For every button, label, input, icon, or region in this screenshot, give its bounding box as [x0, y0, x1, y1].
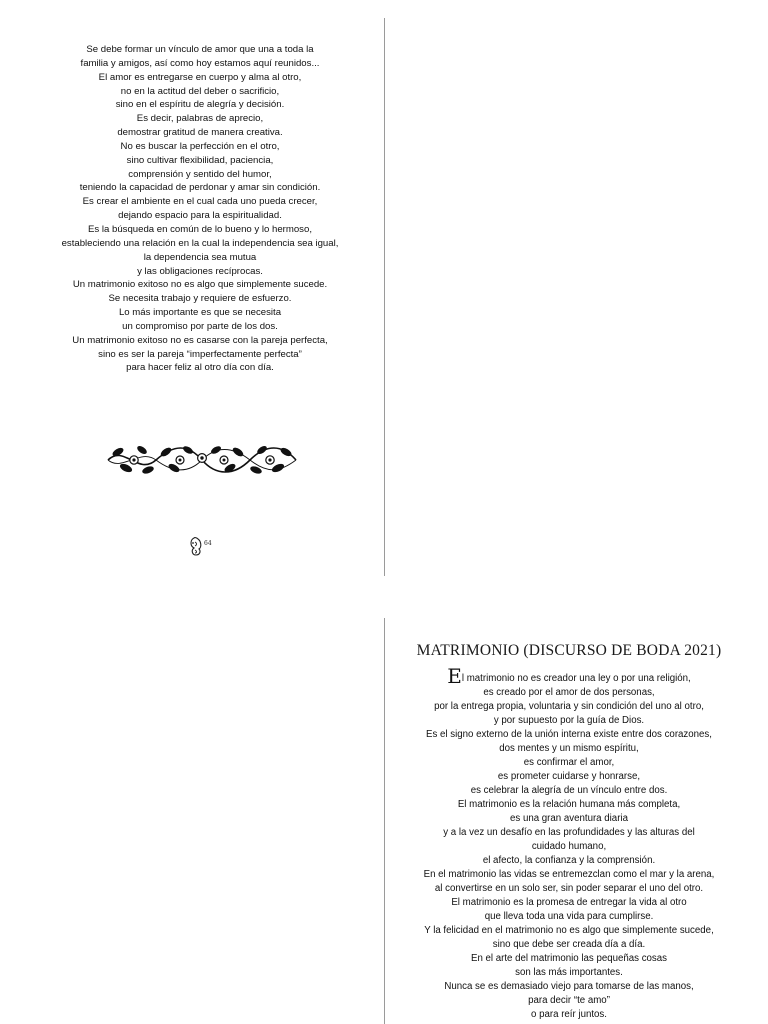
text-line: al convertirse en un solo ser, sin poder separar el uno del otro. [434, 883, 704, 894]
first-line [396, 664, 742, 688]
text-line: El matrimonio es la promesa de entregar la vida al otro [451, 897, 687, 908]
text-line: o para reír juntos. [531, 1009, 607, 1020]
page-number: 64 [204, 540, 212, 547]
text-line: sino es ser la pareja “imperfectamente perfecta” [98, 348, 302, 360]
text-line: el afecto, la confianza y la comprensión. [482, 855, 656, 866]
text-line: demostrar gratitud de manera creativa. [117, 127, 283, 139]
text-line: para decir “te amo” [528, 995, 610, 1006]
text-line: estableciendo una relación en la cual la independencia sea igual, [61, 237, 339, 249]
text-line: sino cultivar flexibilidad, paciencia, [126, 154, 274, 166]
text-line: Un matrimonio exitoso no es algo que simplemente sucede. [72, 279, 328, 291]
text-line: Un matrimonio exitoso no es casarse con la pareja perfecta, [72, 334, 328, 346]
text-line: no en la actitud del deber o sacrificio, [120, 85, 280, 97]
text-line: En el matrimonio las vidas se entremezclan como el mar y la arena, [423, 869, 715, 880]
text-line: es confirmar el amor, [523, 757, 615, 768]
page-divider-bottom [384, 618, 385, 1024]
text-line: El amor es entregarse en cuerpo y alma al otro, [98, 71, 302, 83]
right-page [396, 642, 742, 1022]
text-line: por la entrega propia, voluntaria y sin condición del uno al otro, [434, 701, 704, 712]
text-line: Es el signo externo de la unión interna existe entre dos corazones, [426, 729, 712, 740]
text-line: teniendo la capacidad de perdonar y amar sin condición. [79, 182, 321, 194]
text-line: y por supuesto por la guía de Dios. [493, 715, 645, 726]
text-line: que lleva toda una vida para cumplirse. [484, 911, 654, 922]
right-page-text [396, 664, 742, 1022]
first-line-rest: l matrimonio no es creador una ley o por una religión, [461, 673, 691, 684]
text-line: y las obligaciones recíprocas. [137, 265, 263, 277]
text-line: familia y amigos, así como hoy estamos aquí reunidos... [80, 57, 320, 69]
text-line: Es crear el ambiente en el cual cada uno pueda crecer, [82, 196, 318, 208]
text-line: la dependencia sea mutua [143, 251, 257, 263]
text-line: El matrimonio es la relación humana más completa, [457, 799, 681, 810]
text-line: es una gran aventura diaria [510, 813, 628, 824]
text-line: es celebrar la alegría de un vínculo entre dos. [470, 785, 668, 796]
text-line: Y la felicidad en el matrimonio no es algo que simplemente sucede, [424, 925, 714, 936]
text-line: es creado por el amor de dos personas, [483, 687, 655, 698]
page-divider-top [384, 18, 385, 576]
text-line: Se necesita trabajo y requiere de esfuerzo. [108, 293, 292, 305]
text-line: es prometer cuidarse y honrarse, [497, 771, 641, 782]
text-line: sino en el espíritu de alegría y decisión. [115, 99, 285, 111]
left-page-text [40, 43, 360, 375]
text-line: Es decir, palabras de aprecio, [136, 113, 264, 125]
text-line: cuidado humano, [531, 841, 607, 852]
text-line: un compromiso por parte de los dos. [122, 320, 278, 332]
text-line: Nunca se es demasiado viejo para tomarse de las manos, [444, 981, 694, 992]
text-line: y a la vez un desafío en las profundidades y las alturas del [443, 827, 695, 838]
text-line: comprensión y sentido del humor, [128, 168, 272, 180]
text-line: para hacer feliz al otro día con día. [126, 362, 274, 374]
text-line: sino que debe ser creada día a día. [492, 939, 646, 950]
text-line: son las más importantes. [515, 967, 623, 978]
drop-cap: E [447, 664, 462, 688]
text-line: dos mentes y un mismo espíritu, [499, 743, 639, 754]
text-line: En el arte del matrimonio las pequeñas cosas [470, 953, 667, 964]
text-line: No es buscar la perfección en el otro, [120, 140, 280, 152]
text-line: Se debe formar un vínculo de amor que una a toda la [86, 44, 314, 55]
text-line: Lo más importante es que se necesita [118, 307, 282, 319]
text-line: Es la búsqueda en común de lo bueno y lo hermoso, [87, 223, 312, 235]
document-title: MATRIMONIO (DISCURSO DE BODA 2021) [416, 642, 722, 659]
text-line: dejando espacio para la espiritualidad. [118, 210, 282, 222]
floral-vine-ornament-icon [104, 438, 300, 480]
